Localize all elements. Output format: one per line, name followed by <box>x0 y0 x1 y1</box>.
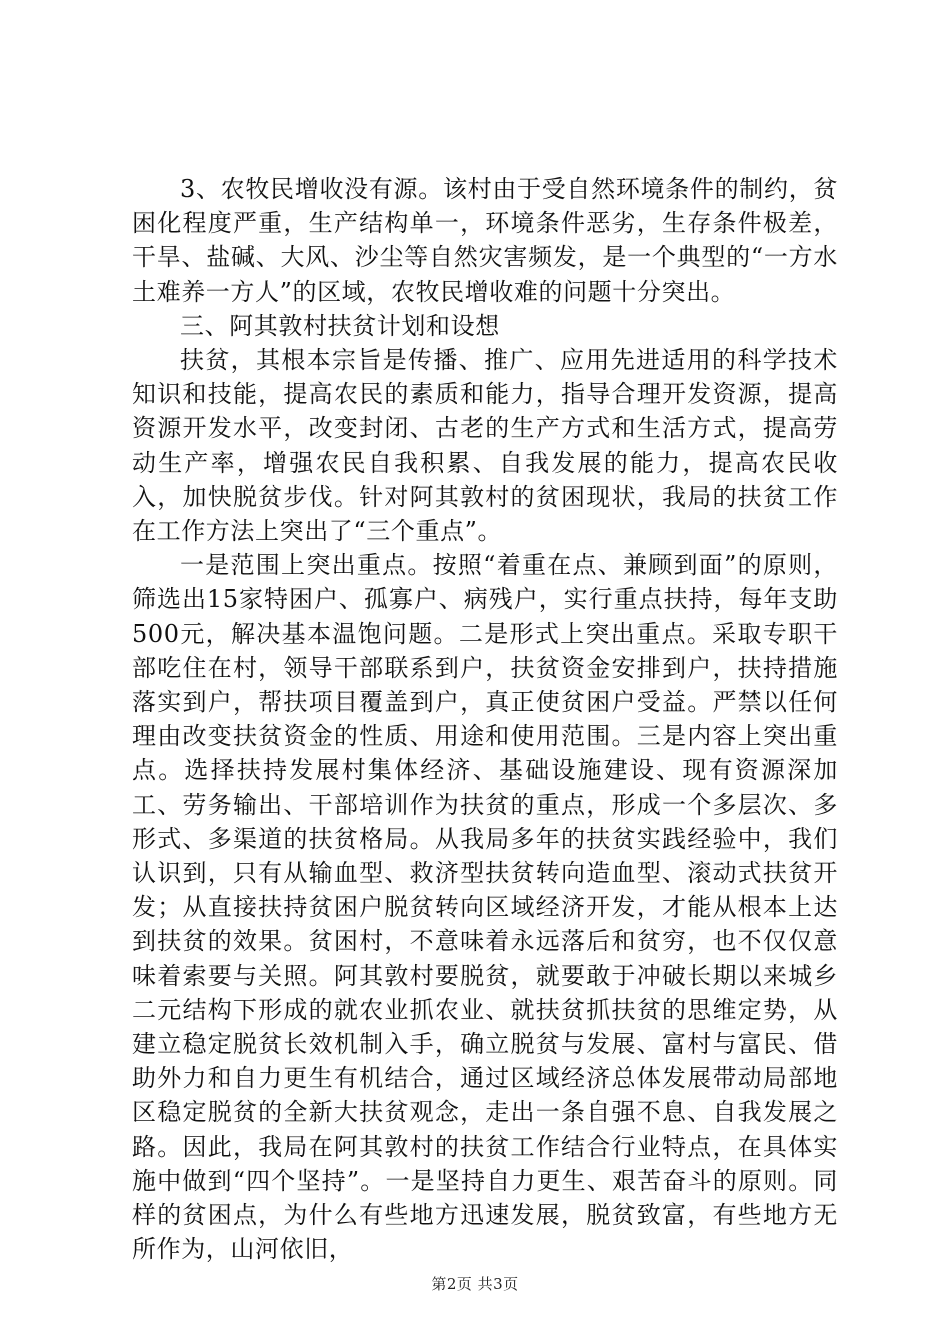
section-heading: 三、阿其敦村扶贫计划和设想 <box>180 311 500 340</box>
document-body <box>132 172 838 1267</box>
paragraph-income-problem: 3、农牧民增收没有源。该村由于受自然环境条件的制约，贫困化程度严重，生产结构单一，环境条件恶劣，生存条件极差，干旱、盐碱、大风、沙尘等自然灾害频发，是一个典型的“一方水土难养一方人”的区域，农牧民增收难的问题十分突出。 <box>132 175 838 306</box>
paragraph-key-points: 一是范围上突出重点。按照“着重在点、兼顾到面”的原则，筛选出15家特困户、孤寡户、病残户，实行重点扶持，每年支助500元，解决基本温饱问题。二是形式上突出重点。采取专职干部吃住在村，领导干部联系到户，扶贫资金安排到户，扶持措施落实到户，帮扶项目覆盖到户，真正使贫困户受益。严禁以任何理由改变扶贫资金的性质、用途和使用范围。三是内容上突出重点。选择扶持发展村集体经济、基础设施建设、现有资源深加工、劳务输出、干部培训作为扶贫的重点，形成一个多层次、多形式、多渠道的扶贫格局。从我局多年的扶贫实践经验中，我们认识到，只有从输血型、救济型扶贫转向造血型、滚动式扶贫开发；从直接扶持贫困户脱贫转向区域经济开发，才能从根本上达到扶贫的效果。贫困村，不意味着永远落后和贫穷，也不仅仅意味着索要与关照。阿其敦村要脱贫，就要敢于冲破长期以来城乡二元结构下形成的就农业抓农业、就扶贫抓扶贫的思维定势，从建立稳定脱贫长效机制入手，确立脱贫与发展、富村与富民、借助外力和自力更生有机结合，通过区域经济总体发展带动局部地区稳定脱贫的全新大扶贫观念，走出一条自强不息、自我发展之路。因此，我局在阿其敦村的扶贫工作结合行业特点，在具体实施中做到“四个坚持”。一是坚持自力更生、艰苦奋斗的原则。同样的贫困点，为什么有些地方迅速发展，脱贫致富，有些地方无所作为，山河依旧， <box>132 551 838 1264</box>
paragraph-poverty-purpose: 扶贫，其根本宗旨是传播、推广、应用先进适用的科学技术知识和技能，提高农民的素质和能力，指导合理开发资源，提高资源开发水平，改变封闭、古老的生产方式和生活方式，提高劳动生产率，增强农民自我积累、自我发展的能力，提高农民收入，加快脱贫步伐。针对阿其敦村的贫困现状，我局的扶贫工作在工作方法上突出了“三个重点”。 <box>132 346 838 546</box>
page-footer: 第2页 共3页 <box>431 1275 519 1293</box>
